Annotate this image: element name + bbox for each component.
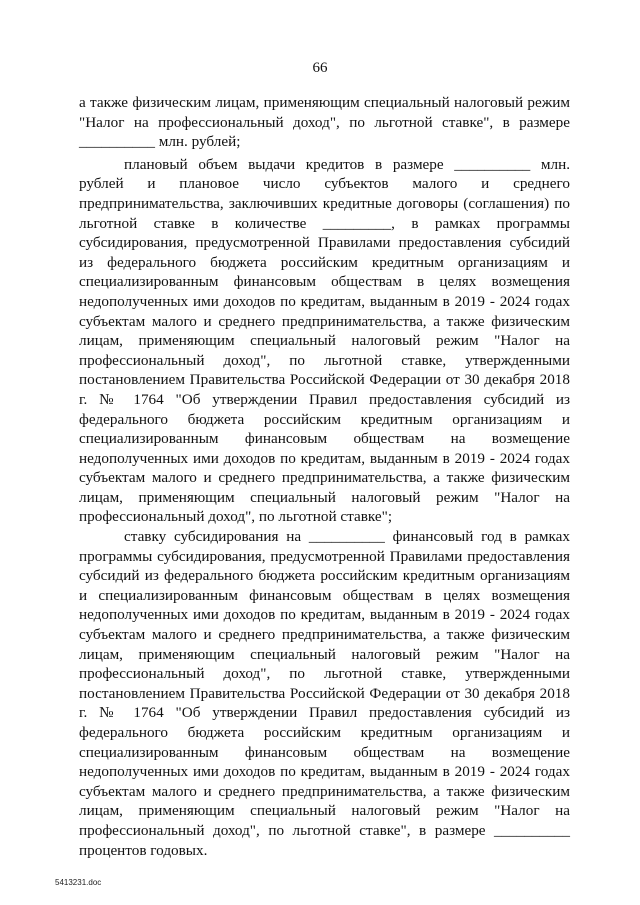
paragraph-planned-volume: плановый объем выдачи кредитов в размере __________ млн. рублей и плановое число субъектов малого и среднего предпринимательства, заключивших кредитные договоры (соглашения) по льготной ставке в количестве _________, в рамках программы субсидирования, предусмотренной Правилами предоставления субсидий из федерального бюджета российским кредитным организациям и специализированным финансовым обществам в целях возмещения недополученных ими доходов по кредитам, выданным в 2019 - 2024 годах субъектам малого и среднего предпринимательства, а также физическим лицам, применяющим специальный налоговый режим "Налог на профессиональный доход", по льготной ставке, утвержденными постановлением Правительства Российской Федерации от 30 декабря 2018 г. № 1764 "Об утверждении Правил предоставления субсидий из федерального бюджета российским кредитным организациям и специализированным финансовым обществам на возмещение недополученных ими доходов по кредитам, выданным в 2019 - 2024 годах субъектам малого и среднего предпринимательства, а также физическим лицам, применяющим специальный налоговый режим "Налог на профессиональный доход", по льготной ставке"; xyxy=(79,155,570,526)
document-body xyxy=(79,93,570,860)
page-number: 66 xyxy=(312,60,328,76)
paragraph-continuation: а также физическим лицам, применяющим специальный налоговый режим "Налог на профессиональный доход", по льготной ставке", в размере __________ млн. рублей; xyxy=(79,94,570,151)
paragraph-subsidy-rate: ставку субсидирования на __________ финансовый год в рамках программы субсидирования, предусмотренной Правилами предоставления субсидий из федерального бюджета российским кредитным организациям и специализированным финансовым обществам в целях возмещения недополученных ими доходов по кредитам, выданным в 2019 - 2024 годах субъектам малого и среднего предпринимательства, а также физическим лицам, применяющим специальный налоговый режим "Налог на профессиональный доход", по льготной ставке, утвержденными постановлением Правительства Российской Федерации от 30 декабря 2018 г. № 1764 "Об утверждении Правил предоставления субсидий из федерального бюджета российским кредитным организациям и специализированным финансовым обществам на возмещение недополученных ими доходов по кредитам, выданным в 2019 - 2024 годах субъектам малого и среднего предпринимательства, а также физическим лицам, применяющим специальный налоговый режим "Налог на профессиональный доход", по льготной ставке", в размере __________ процентов годовых. xyxy=(79,528,570,859)
footer-file-code: 5413231.doc xyxy=(55,878,102,887)
